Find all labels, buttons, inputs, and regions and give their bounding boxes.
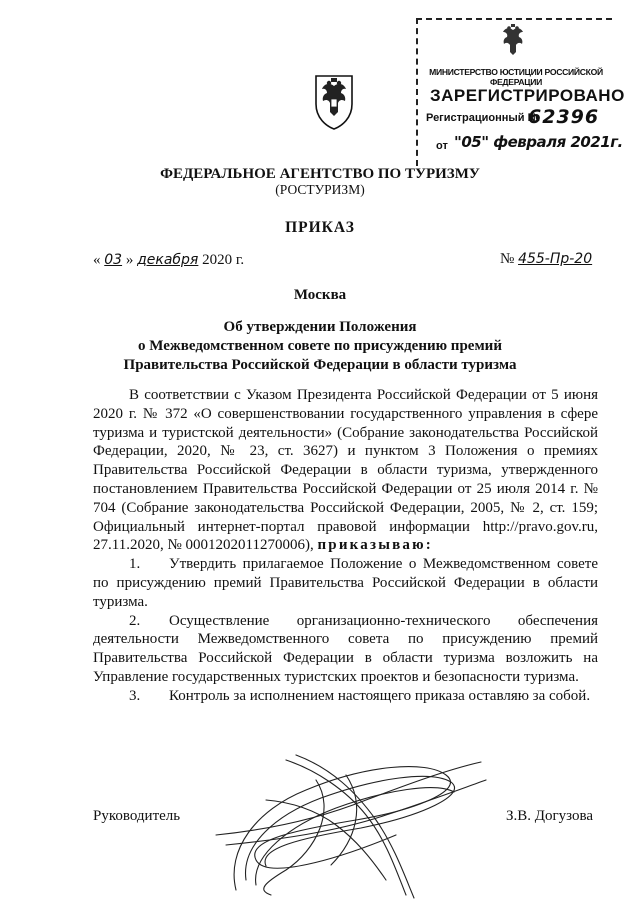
order-item bbox=[93, 612, 598, 687]
agency-name: ФЕДЕРАЛЬНОЕ АГЕНТСТВО ПО ТУРИЗМУ bbox=[160, 166, 480, 182]
stamp-regno-value: 62396 bbox=[528, 106, 600, 128]
order-subject bbox=[120, 318, 520, 375]
order-year: 2020 г. bbox=[202, 252, 245, 268]
order-body bbox=[93, 386, 598, 706]
stamp-ministry: МИНИСТЕРСТВО ЮСТИЦИИ РОССИЙСКОЙ ФЕДЕРАЦИИ bbox=[429, 67, 603, 87]
stamp-date-value: "05" февраля 2021г. bbox=[454, 133, 623, 151]
agency-abbreviation: (РОСТУРИЗМ) bbox=[275, 182, 365, 197]
order-month: декабря bbox=[137, 252, 199, 268]
stamp-eagle-icon bbox=[498, 22, 528, 58]
subject-line: Об утверждении Положения bbox=[223, 319, 417, 335]
order-item bbox=[93, 555, 598, 611]
order-day: 03 bbox=[104, 252, 123, 268]
subject-line: о Межведомственном совете по присуждению премий bbox=[138, 338, 502, 354]
signer-role: Руководитель bbox=[93, 808, 181, 824]
order-item bbox=[93, 687, 598, 706]
order-number-value: 455-Пр-20 bbox=[518, 251, 593, 267]
stamp-regno-label: Регистрационный № bbox=[426, 112, 540, 124]
item-text: Осуществление организационно-технического обеспечения деятельности Межведомственного совета по присуждению премий Правительства Российской Федерации в области туризма возложить на Управление государственных туристских проектов и безопасности туризма. bbox=[93, 612, 598, 685]
signer-name: З.В. Догузова bbox=[506, 808, 594, 824]
item-number: 1. bbox=[129, 556, 141, 573]
stamp-date-label: от bbox=[436, 140, 448, 152]
preamble-paragraph bbox=[93, 386, 598, 555]
item-number: 2. bbox=[129, 612, 141, 629]
subject-line: Правительства Российской Федерации в области туризма bbox=[123, 357, 517, 373]
item-text: Утвердить прилагаемое Положение о Межведомственном совете по присуждению премий Правительства Российской Федерации в области туризма. bbox=[93, 556, 598, 610]
city: Москва bbox=[293, 287, 347, 303]
quote-open: « bbox=[93, 252, 101, 268]
order-number-label: № bbox=[500, 251, 515, 267]
item-number: 3. bbox=[129, 687, 141, 704]
document-type: ПРИКАЗ bbox=[285, 219, 355, 236]
coat-of-arms-icon bbox=[312, 72, 356, 130]
stamp-registered: ЗАРЕГИСТРИРОВАНО bbox=[430, 86, 625, 105]
order-number bbox=[500, 251, 592, 268]
handwritten-signature bbox=[196, 740, 496, 900]
order-word: приказываю: bbox=[317, 537, 433, 554]
quote-close: » bbox=[125, 252, 134, 268]
order-date bbox=[93, 252, 244, 269]
item-text: Контроль за исполнением настоящего приказа оставляю за собой. bbox=[169, 687, 591, 704]
preamble-text: В соответствии с Указом Президента Российской Федерации от 5 июня 2020 г. № 372 «О совершенствовании государственного управления в сфере туризма и туристской деятельности» (Собрание законодательства Российской Федерации, 2020, № 23, ст. 3627) и пунктом 3 Положения о премиях Правительства Российской Федерации в области туризма, утвержденного постановлением Правительства Российской Федерации от 25 июля 2014 г. № 704 (Собрание законодательства Российской Федерации, 2005, № 2, ст. 159; Официальный интернет-портал правовой информации http://pravo.gov.ru, 27.11.2020, № 0001202011270006), bbox=[93, 387, 598, 554]
